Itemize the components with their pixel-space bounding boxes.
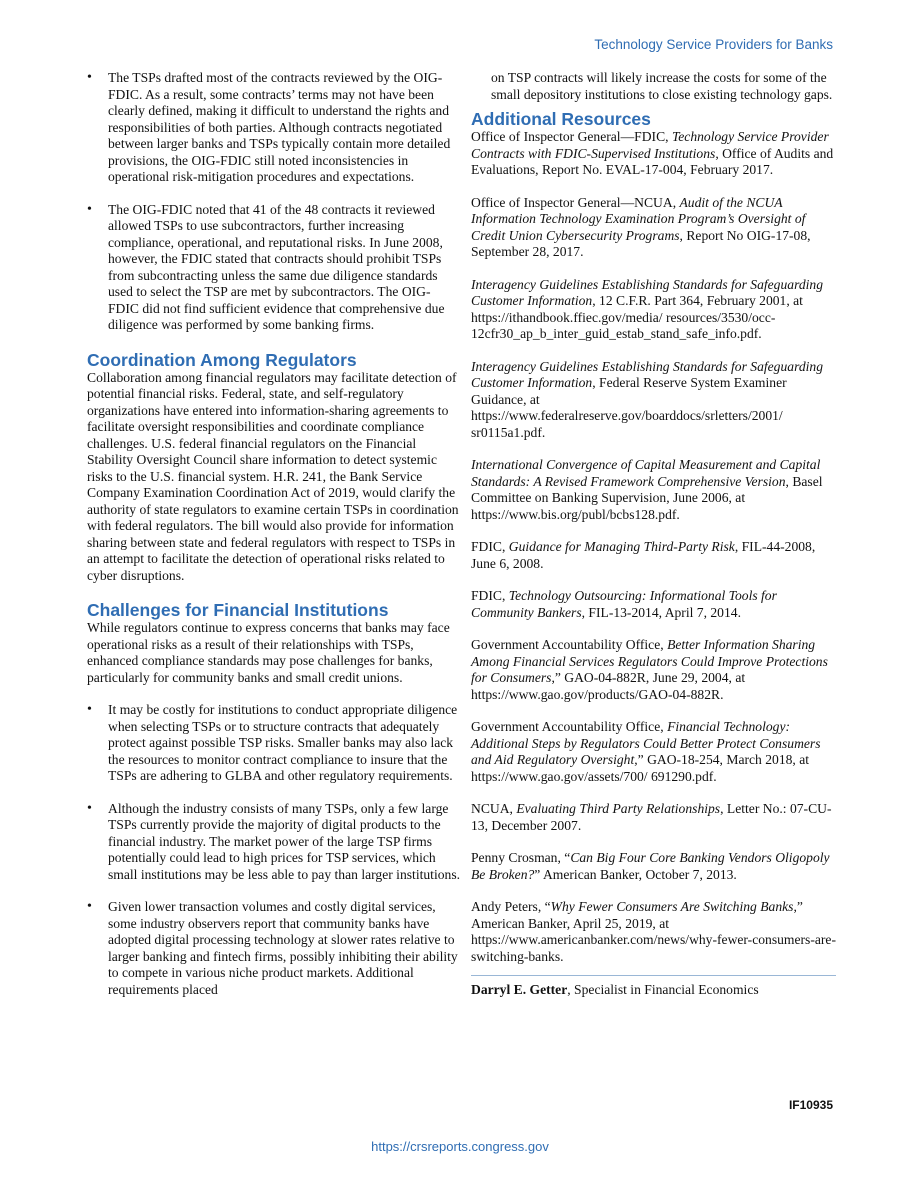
reference-item (471, 850, 836, 883)
reference-list (471, 129, 836, 965)
reference-title: Why Fewer Consumers Are Switching Banks (550, 899, 794, 914)
bullet-list-challenges (87, 702, 460, 998)
section-heading-resources: Additional Resources (471, 109, 651, 129)
reference-prefix: NCUA, (471, 801, 517, 816)
bullet-item: • Given lower transaction volumes and costly digital services, some industry observers report that community banks have adopted digital processing technology at slower rates relative to larger banking and fintech firms, possibly inhibiting their ability to compete in various niche product markets. Additional requirements placed (87, 899, 460, 998)
reference-item (471, 588, 836, 621)
reference-title: Better Information Sharing Among Financial Services Regulators Could Improve Protections for Consumers (471, 637, 828, 685)
reference-suffix: , Letter No.: 07-CU-13, December 2007. (471, 801, 832, 833)
bullet-item: • The OIG-FDIC noted that 41 of the 48 contracts it reviewed allowed TSPs to use subcontractors, further increasing compliance, operational, and reputational risks. In June 2008, however, the FDIC stated that contracts should prohibit TSPs from subcontracting unless the same due diligence standards used to select the TSP are met by subcontractors. The OIG-FDIC did not find sufficient evidence that comprehensive due diligence was performed by some banking firms. (87, 202, 460, 334)
reference-suffix: ,” American Banker, April 25, 2019, at https://www.americanbanker.com/news/why-fewer-consumers-are-switching-banks. (471, 899, 836, 964)
reference-prefix: FDIC, (471, 539, 509, 554)
reference-title: Can Big Four Core Banking Vendors Oligopoly Be Broken? (471, 850, 830, 882)
reference-prefix: Penny Crosman, “ (471, 850, 571, 865)
reference-prefix: Office of Inspector General—FDIC, (471, 129, 672, 144)
challenges-paragraph: While regulators continue to express concerns that banks may face operational risks as a result of their relationships with TSPs, enhanced compliance standards may pose challenges for banks, particularly for community banks and small credit unions. (87, 620, 450, 685)
reference-title: Financial Technology: Additional Steps by Regulators Could Better Protect Consumers and Aid Regulatory Oversight (471, 719, 821, 767)
reference-prefix: Office of Inspector General—NCUA, (471, 194, 680, 210)
reference-item (471, 457, 836, 523)
reference-prefix: Government Accountability Office, (471, 719, 668, 734)
section-heading-challenges: Challenges for Financial Institutions (87, 600, 389, 620)
reference-suffix: , FIL-44-2008, June 6, 2008. (471, 539, 816, 571)
reference-title: Guidance for Managing Third-Party Risk (508, 539, 735, 554)
bullet-continuation: on TSP contracts will likely increase the costs for some of the small depository institutions to close existing technology gaps. (491, 70, 833, 102)
reference-item (471, 129, 836, 179)
reference-title: International Convergence of Capital Measurement and Capital Standards: A Revised Framework Comprehensive Version (471, 457, 821, 489)
reference-item (471, 899, 836, 965)
reference-title: Technology Service Provider Contracts with FDIC-Supervised Institutions (471, 129, 829, 161)
author-name: Darryl E. Getter (471, 982, 568, 997)
reference-prefix: Andy Peters, “ (471, 899, 551, 914)
reference-item (471, 359, 836, 442)
reference-suffix: ,” GAO-04-882R, June 29, 2004, at https://www.gao.gov/products/GAO-04-882R. (471, 670, 746, 702)
running-header: Technology Service Providers for Banks (594, 37, 833, 52)
reference-item (471, 719, 836, 785)
bullet-list-contracts (87, 70, 460, 334)
coordination-paragraph: Collaboration among financial regulators may facilitate detection of potential financial risks. Federal, state, and self-regulatory organizations have entered into information-sharing agreements to facilitate oversight responsibilities and coordinate compliance challenges. U.S. federal financial regulators on the Financial Stability Oversight Council share information to detect systemic risks to the U.S. financial system. H.R. 241, the Bank Service Company Examination Coordination Act of 2019, would clarify the authority of state regulators to examine certain TSPs in coordination with federal regulators. The bill would also provide for information sharing between state and federal regulators with respect to TSPs in an attempt to facilitate the detection of operational risks related to cyber disruptions. (87, 369, 459, 583)
reference-title: Evaluating Third Party Relationships (516, 801, 721, 816)
reference-suffix: ,” GAO-18-254, March 2018, at https://www.gao.gov/assets/700/ 691290.pdf. (471, 752, 810, 784)
reference-title: Technology Outsourcing: Informational Tools for Community Bankers (471, 588, 777, 620)
reference-suffix: , Federal Reserve System Examiner Guidance, at https://www.federalreserve.gov/boarddocs/srletters/2001/ sr0115a1.pdf. (471, 375, 787, 440)
reference-suffix: , 12 C.F.R. Part 364, February 2001, at https://ithandbook.ffiec.gov/media/ resources/3530/occ-12cfr30_ap_b_inter_guid_estab_stand_safe_info.pdf. (471, 293, 803, 341)
section-heading-coordination: Coordination Among Regulators (87, 349, 357, 370)
footer-link[interactable]: https://crsreports.congress.gov (371, 1139, 549, 1154)
reference-item (471, 801, 836, 834)
author-line (471, 982, 836, 999)
bullet-item: • The TSPs drafted most of the contracts reviewed by the OIG-FDIC. As a result, some contracts’ terms may not have been clearly defined, making it difficult to understand the rights and responsibilities of both parties. Although contracts negotiated between larger banks and TSPs typically contain more detailed provisions, the OIG-FDIC still noted inconsistencies in operational risk-mitigation procedures and expectations. (87, 70, 460, 186)
author-divider (471, 975, 836, 976)
right-column (471, 70, 836, 999)
bullet-item: • It may be costly for institutions to conduct appropriate diligence when selecting TSPs or to structure contracts that adequately protect against possible TSP risks. Smaller banks may also lack the resources to monitor contract compliance to insure that the TSPs are adhering to GLBA and other regulatory requirements. (87, 702, 460, 785)
reference-title: Audit of the NCUA Information Technology Examination Program’s Oversight of Credit Union Cybersecurity Programs (471, 194, 806, 243)
reference-prefix: Government Accountability Office, (471, 637, 668, 652)
reference-title: Interagency Guidelines Establishing Standards for Safeguarding Customer Information (471, 276, 824, 308)
reference-prefix: FDIC, (471, 588, 509, 603)
bullet-item: • Although the industry consists of many TSPs, only a few large TSPs currently provide the majority of digital products to the financial industry. The market power of the large TSP firms potentially could lead to high prices for TSP services, which small institutions may be less able to pay than larger institutions. (87, 801, 460, 884)
reference-title: Interagency Guidelines Establishing Standards for Safeguarding Customer Information (471, 358, 824, 390)
reference-item (471, 277, 836, 343)
reference-suffix: ” American Banker, October 7, 2013. (534, 866, 737, 882)
reference-suffix: , FIL-13-2014, April 7, 2014. (581, 604, 741, 620)
reference-item (471, 539, 836, 572)
author-role: , Specialist in Financial Economics (567, 982, 759, 997)
reference-item (471, 637, 836, 703)
reference-suffix: , Office of Audits and Evaluations, Report No. EVAL-17-004, February 2017. (471, 145, 834, 177)
report-id: IF10935 (788, 1098, 833, 1112)
reference-item (471, 195, 836, 261)
reference-suffix: , Report No OIG-17-08, September 28, 2017. (471, 227, 811, 259)
reference-suffix: , Basel Committee on Banking Supervision, June 2006, at https://www.bis.org/publ/bcbs128.pdf. (471, 473, 823, 522)
left-column (87, 70, 460, 1014)
